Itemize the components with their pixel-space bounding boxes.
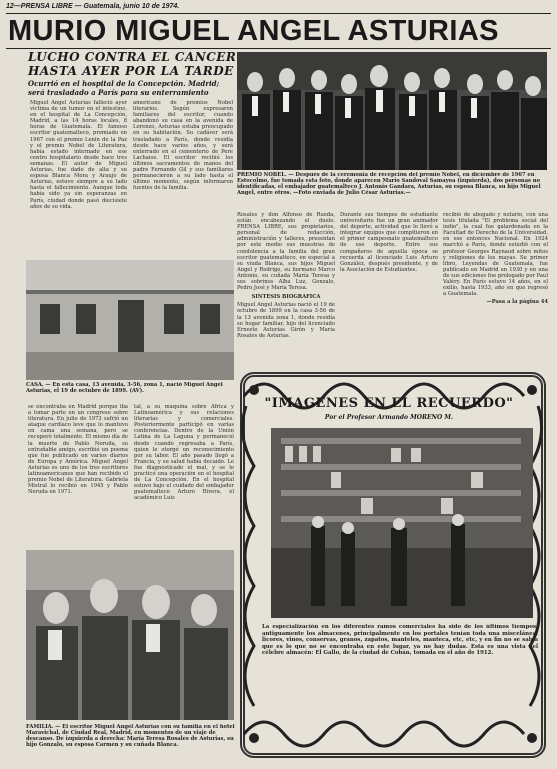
article-col-2: americano de premios Nobel literarios. Según expresaron familiares del escritor, cuando abandonó su casa en la avenida de Lorenzo, Asturias estaba preocupado en su habitación. Su cadáver será trasladado a París, donde residía desde hace varios años, y será enterrado en el cementerio de Pere Lachaise. El escritor recibió los últimos sacramentos de manos del padre Fernando Gil y sus familiares permanecieron a su lado hasta el último momento, según informaron fuentes de la familia.: [133, 100, 233, 192]
family-caption-text: El escritor Miguel Angel Asturias con su familia en el hotel Maravichal, de Ciudad Real, Madrid, en momentos de un viaje de descanso. De izquierda a derecha: María Teresa Rosales de Asturias, su hijo Gonzalo, su esposa Carmen y su cuñada Blanca.: [26, 724, 235, 749]
continued-note: —Pasa a la página 44: [486, 299, 548, 306]
nobel-photo-image: [237, 52, 547, 170]
house-photo-image: [26, 260, 234, 380]
subhead-1: LUCHO CONTRA EL CANCER: [28, 50, 237, 64]
page-number: 12: [6, 3, 14, 10]
family-caption: FAMILIA. — El escritor Miguel Angel Asturias con su familia en el hotel Maravichal, de Ciudad Real, Madrid, en momentos de un viaje de descanso. De izquierda a derecha: María Teresa Rosales de Asturias, su hijo Gonzalo, su esposa Carmen y su cuñada Blanca.: [26, 724, 235, 749]
deck: Ocurrió en el hospital de la Concepción. Madrid; será trasladado a París para su enterramiento: [28, 79, 220, 97]
byline-prefix: Por el Profesor Armando: [324, 414, 409, 421]
byline-name: MORENO M.: [410, 414, 454, 421]
col3-text: Rosales y don Alfonso de Rueda, están encabezando el duelo. PRENSA LIBRE, sus propietarios, personal de redacción, administración y talleres, presentan por este medio sus muestras de condolencia a la familia del gran escritor guatemalteco, en especial a su viuda Blanca, sus hijos Miguel Angel y Rodrigo, su hermano Marco Antonio, su cuñada María Teresa y sus sobrinos Alba Luz, Gonzalo, Pedro José y María Teresa.: [237, 212, 335, 292]
article-col-5: [443, 212, 548, 370]
family-caption-title: FAMILIA.: [26, 724, 54, 730]
city-date: Guatemala, junio 10 de 1974.: [83, 3, 180, 10]
store-photo: [271, 428, 533, 618]
headline: MURIO MIGUEL ANGEL ASTURIAS: [8, 15, 499, 47]
paper-name: PRENSA LIBRE: [20, 3, 73, 10]
store-photo-image: [271, 428, 533, 618]
biography-heading: SINTESIS BIOGRAFICA: [251, 294, 321, 301]
subhead-2: HASTA AYER POR LA TARDE: [28, 64, 234, 78]
house-photo: [26, 260, 234, 380]
article2-col-b: tal, a su máquina sobre África y Latinoamérica y sus relaciones literarias y comerciales. Posteriormente participó en varias conferencias. Dentro de la Unión Latina de La Laguna y permaneció desde cuando regresaba a París, quien le otorgó un reconocimiento por su labor. El año pasado llegó a Francia, y su salud había decaído. Le fue diagnosticado el mal, y se le practicó una operación en el hospital de La Concepción. En el hospital estuvo bajo el cuidado del embajador guatemalteco Arturo Rivera, el académico Luis: [134, 404, 234, 502]
house-caption-text: En esta casa, 13 avenida, 3-56, zona 1, nació Miguel Angel Asturias, el 19 de octubre de 1899. (AV).: [26, 382, 223, 395]
article-col-3: [237, 212, 335, 362]
page-header: 12—PRENSA LIBRE — Guatemala, junio 10 de 1974.: [6, 3, 180, 10]
article-col-4: Durante sus tiempos de estudiante universitario fue un gran animador del deporte, actividad que lo llevó a integrar equipos que compitieron en el primer campeonato guatemalteco de ese deporte. Entre sus compañeros de aquella época se recuerda al licenciado Luis Arturo González, después presidente, y de la Asociación de Estudiantes.: [340, 212, 438, 273]
headline-rule: [6, 48, 551, 49]
feature-byline: [258, 414, 520, 421]
article-col-1: Miguel Angel Asturias falleció ayer víctima de un tumor en el intestino, en el hospital de La Concepción, Madrid, a las 14 horas locales, 8 horas de Guatemala. El famoso escritor guatemalteco, premiado en 1967 con el premio Lenin de la Paz y el premio Nobel de Literatura, había estado internado en ese centro hospitalario desde hace tres semanas. El autor de Miguel Asturias, fue dado de alta y su esposa Blanca Mora y Araujo de Asturias, estuvo siempre a su lado hasta el fallecimiento. Aunque toda había sido ya sin esperanzas en París, ciudad donde pasó diecisiete años de su vida.: [30, 100, 127, 210]
col5-text: recibió de abogado y notario, con una tesis titulada "El problema social del indio", la cual fue galardonada en la Facultad de Derecho de la Universidad, en ese entonces Nacional. En 1924 marchó a París, donde estudió con el profesor Georges Raynaud sobre mitos y religiones de los mayas. Su primer libro, Leyendas de Guatemala, fue publicado en Madrid en 1930 y en una de sus ediciones fue prologado por Paul Valéry. En París estuvo 14 años, en el exilio, hasta 1933, año en que regresó a Guatemala.: [443, 212, 548, 298]
nobel-caption-title: PREMIO NOBEL.: [237, 172, 287, 178]
house-caption: CASA. — En esta casa, 13 avenida, 3-56, zona 1, nació Miguel Angel Asturias, el 19 de octubre de 1899. (AV).: [26, 382, 223, 395]
house-caption-title: CASA.: [26, 382, 44, 388]
col3b-text: Miguel Angel Asturias nació el 19 de octubre de 1899 en la casa 3-56 de la 13 avenida zona 1, donde residía su hogar familiar, hijo del licenciado Ernesto Asturias Girón y María Rosales de Asturias.: [237, 302, 335, 339]
feature-caption: La especialización en los diferentes ramos comerciales ha sido de los últimos tiempos; antiguamente los almacenes, principalmente en los portales tenían toda una miscelánea: licores, vinos, conservas, granos, zapatos, manteles, manteca, etc, etc, y en fin no se sabía que es lo que no se encontraba en este lugar, ya no hay dudas. Esta es una vista del célebre almacén: El Gallo, de la ciudad de Cobán, tomada en el año de 1912.: [262, 624, 538, 657]
family-photo: [26, 550, 234, 720]
nobel-caption-text: Después de la ceremonia de recepción del premio Nobel, en diciembre de 1967 en Estocolmo, fue tomada esta foto, donde aparecen Mario Sandoval Samayoa (izquierda), dos personas no identificadas, el embajador guatemalteco J. Antonio Gandara, Asturias, su esposa Blanca, su hijo Miguel Angel, entre otros. —Foto enviada de Julio César Asturias.—: [237, 172, 541, 197]
feature-title: "IMAGENES EN EL RECUERDO": [264, 396, 514, 411]
nobel-caption: PREMIO NOBEL. — Después de la ceremonia de recepción del premio Nobel, en diciembre de 1967 en Estocolmo, fue tomada esta foto, donde aparecen Mario Sandoval Samayoa (izquierda), dos personas no identificadas, el embajador guatemalteco J. Antonio Gandara, Asturias, su esposa Blanca, su hijo Miguel Angel, entre otros. —Foto enviada de Julio César Asturias.—: [237, 172, 541, 197]
nobel-photo: [237, 52, 547, 170]
family-photo-image: [26, 550, 234, 720]
article2-col-a: se encontraba en Madrid porque iba a tomar parte en un congreso sobre literatura. En julio de 1973 sufrió un ataque cardíaco leve que lo mantuvo en cama una semana, pero se recuperó totalmente. El mismo día de la muerte de Pablo Neruda, su entrañable amigo, escribió un poema que fue publicado en varios diarios de Europa y América. Miguel Angel Asturias es uno de los tres escritores latinoamericanos que han recibido el premio Nobel de Literatura. Gabriela Mistral lo recibió en 1945 y Pablo Neruda en 1971.: [28, 404, 128, 496]
